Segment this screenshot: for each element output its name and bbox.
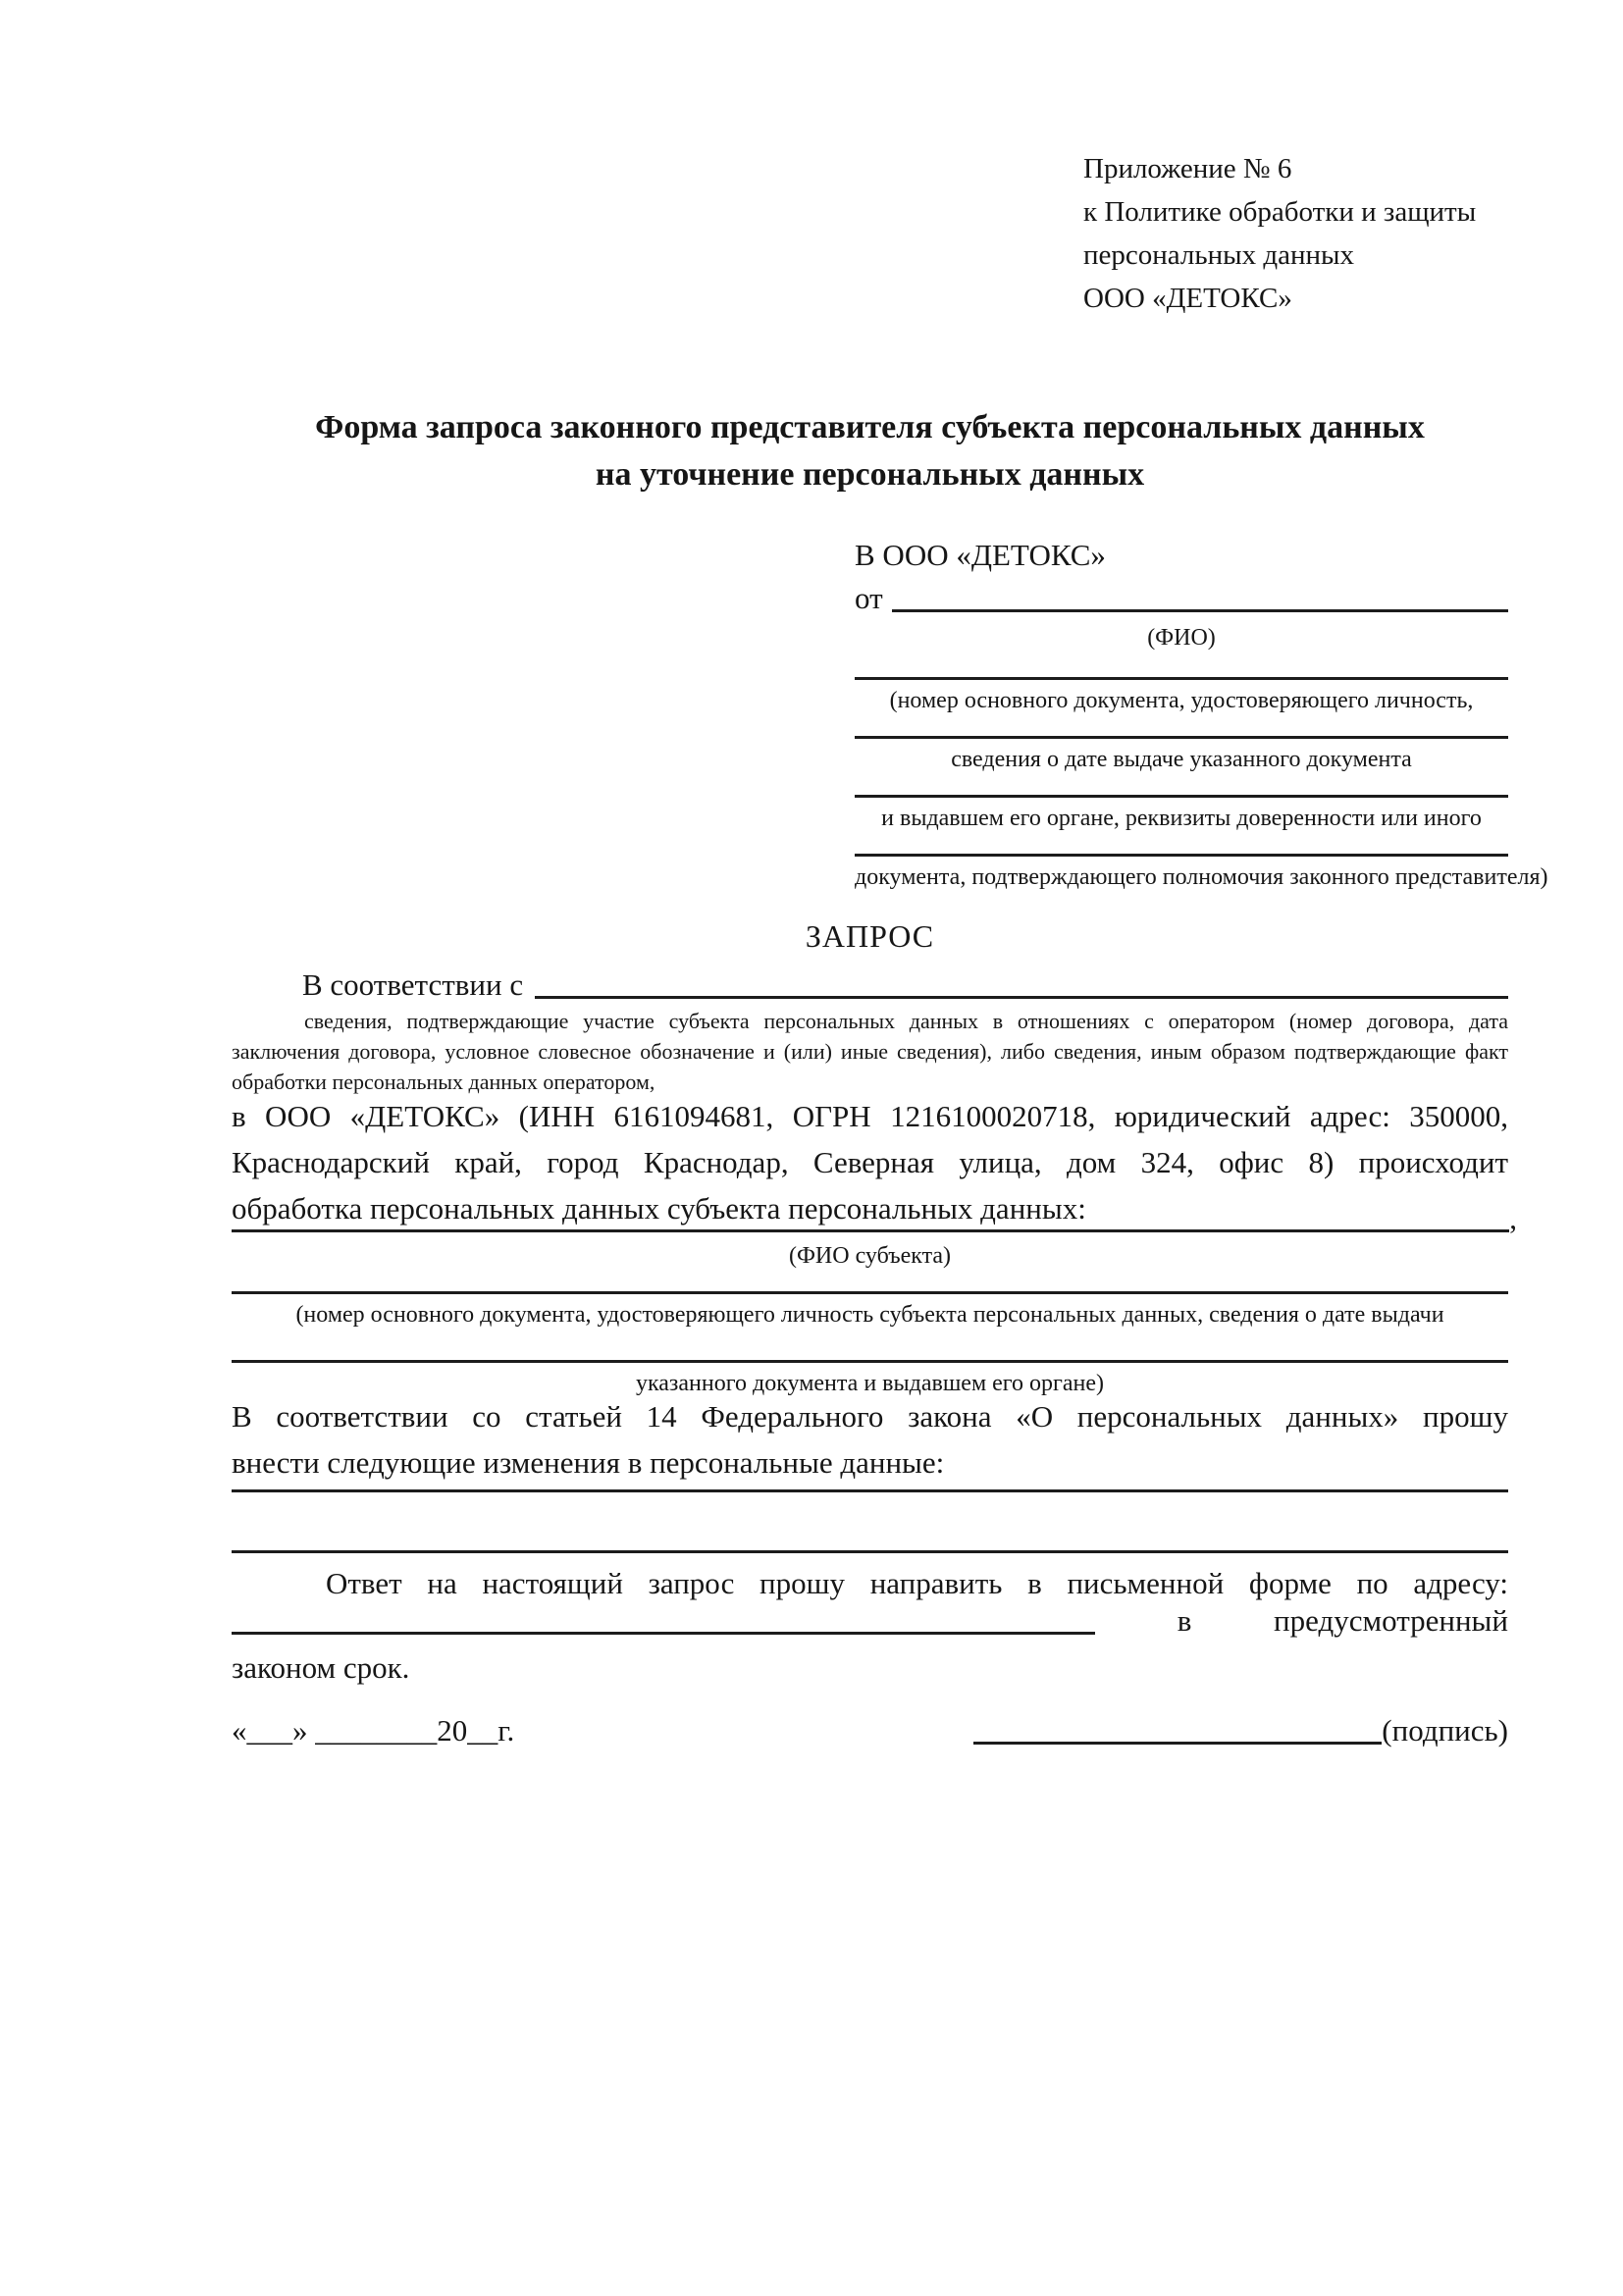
appendix-header-line: к Политике обработки и защиты [1083,196,1477,228]
subject-fio-row [232,1201,1517,1238]
basis-row [232,965,1508,1005]
from-label: от [855,581,883,615]
appendix-header-line: персональных данных [1083,239,1355,271]
from-row [855,579,1508,618]
doc-field-caption-2: сведения о дате выдаче указанного документа [951,747,1412,772]
subject-fio-blank-line [232,1229,1509,1232]
date-field: «___» ________20__г. [232,1713,515,1748]
doc-field-blank-line-3 [855,795,1508,798]
appendix-header [1083,147,1476,320]
changes-blank-line-1 [232,1489,1508,1492]
basis-blank-line [535,996,1508,999]
basis-fine-print-line-3: обработки персональных данных оператором, [232,1070,655,1094]
doc-field-blank-line-1 [855,677,1508,680]
addressee-to: В ООО «ДЕТОКС» [855,538,1106,572]
subject-doc-blank-line-2 [232,1360,1508,1363]
document-title-line-1: Форма запроса законного представителя субъекта персональных данных [315,409,1425,445]
doc-field-caption-3: и выдавшем его органе, реквизиты доверенности или иного [881,806,1482,831]
doc-field-caption-1: (номер основного документа, удостоверяющего личность, [889,688,1474,713]
subject-fio-caption: (ФИО субъекта) [788,1243,952,1269]
response-line-1: Ответ на настоящий запрос прошу направить в письменной форме по адресу: [326,1566,1508,1600]
from-blank-line [892,609,1508,612]
law-paragraph-line-1: В соответствии со статьей 14 Федерального закона «О персональных данных» прошу [232,1399,1508,1434]
response-line-2 [232,1601,1508,1641]
subject-doc-caption-1: (номер основного документа, удостоверяющего личность субъекта персональных данных, сведения о дате выдачи [295,1302,1444,1328]
operator-paragraph-line-1: в ООО «ДЕТОКС» (ИНН 6161094681, ОГРН 1216100020718, юридический адрес: 350000, [232,1099,1508,1133]
request-heading: ЗАПРОС [805,918,935,954]
doc-field-blank-line-4 [855,854,1508,857]
signature-blank-line [973,1742,1382,1745]
appendix-header-line: Приложение № 6 [1083,153,1292,184]
document-title-line-2: на уточнение персональных данных [595,456,1145,493]
basis-fine-print-line-2: заключения договора, условное словесное обозначение и (или) иные сведения), либо сведения, иным образом подтверждающие факт [232,1039,1508,1064]
law-paragraph-line-2: внести следующие изменения в персональные данные: [232,1445,945,1480]
subject-doc-caption-2: указанного документа и выдавшем его органе) [635,1371,1105,1396]
fio-caption: (ФИО) [1147,625,1216,651]
address-blank-line [232,1632,1095,1635]
signature-caption: (подпись) [1382,1713,1508,1748]
subject-fio-comma: , [1509,1201,1517,1235]
appendix-header-line: ООО «ДЕТОКС» [1083,283,1292,314]
operator-paragraph-line-3: обработка персональных данных субъекта персональных данных: [232,1191,1086,1226]
doc-field-blank-line-2 [855,736,1508,739]
basis-fine-print-line-1: сведения, подтверждающие участие субъекта персональных данных в отношениях с оператором (номер договора, дата [304,1009,1508,1033]
basis-label: В соответствии с [302,967,524,1002]
doc-field-caption-4: документа, подтверждающего полномочия законного представителя) [855,864,1548,890]
date-signature-row [232,1711,1508,1750]
operator-paragraph-line-2: Краснодарский край, город Краснодар, Северная улица, дом 324, офис 8) происходит [232,1145,1508,1179]
signature-group [973,1711,1508,1750]
changes-blank-line-2 [232,1550,1508,1553]
response-word-2: предусмотренный [1274,1603,1508,1638]
response-line-3: законом срок. [232,1650,410,1685]
subject-doc-blank-line-1 [232,1291,1508,1294]
document-title [232,404,1508,498]
response-word-1: в [1177,1603,1192,1638]
